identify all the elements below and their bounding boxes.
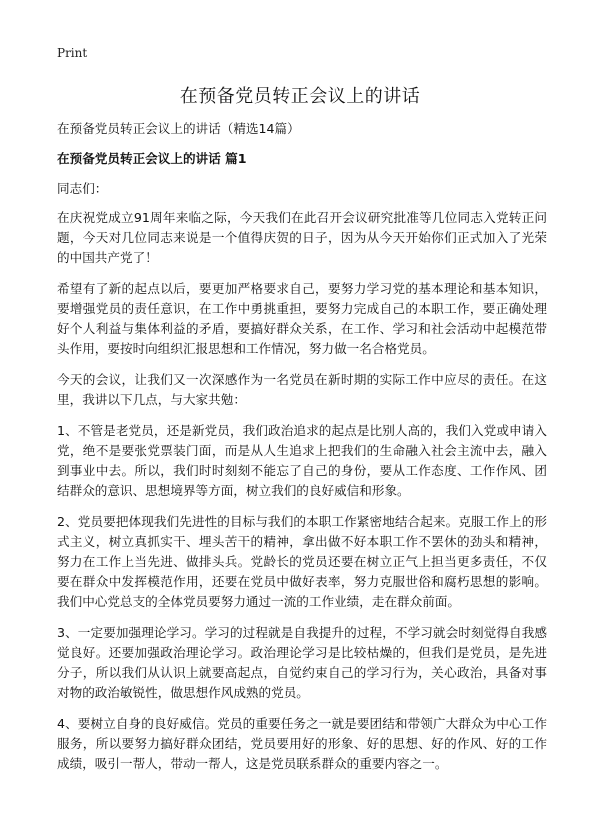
print-link[interactable]: Print: [57, 46, 88, 60]
paragraph-intro: 在庆祝党成立91周年来临之际，今天我们在此召开会议研究批准等几位同志入党转正问题，今天对几位同志来说是一个值得庆贺的日子，因为从今天开始你们正式加入了光荣的中国共产党了！: [57, 210, 547, 265]
document-subtitle: 在预备党员转正会议上的讲话（精选14篇）: [57, 121, 300, 136]
salutation: 同志们：: [57, 181, 108, 196]
paragraph-point-4: 4、要树立自身的良好威信。党员的重要任务之一就是要团结和带领广大群众为中心工作服务，所以要努力搞好群众团结，党员要用好的形象、好的思想、好的作风、好的工作成绩，吸引一帮人，带动一帮人，这是党员联系群众的重要内容之一。: [57, 716, 547, 771]
document-body: [57, 119, 547, 785]
paragraph-expectations: 希望有了新的起点以后，要更加严格要求自己，要努力学习党的基本理论和基本知识，要增强党员的责任意识，在工作中勇挑重担，要努力完成自己的本职工作，要正确处理好个人利益与集体利益的矛盾，要搞好群众关系，在工作、学习和社会活动中起模范带头作用，要按时向组织汇报思想和工作情况，努力做一名合格党员。: [57, 281, 547, 356]
section-heading: 在预备党员转正会议上的讲话 篇1: [57, 151, 247, 166]
page-title: 在预备党员转正会议上的讲话: [179, 86, 421, 107]
paragraph-point-2: 2、党员要把体现我们先进性的目标与我们的本职工作紧密地结合起来。克服工作上的形式主义，树立真抓实干、埋头苦干的精神，拿出做不好本职工作不罢休的劲头和精神，努力在工作上当先进、做排头兵。党龄长的党员还要在树立正气上担当更多责任，不仅要在群众中发挥模范作用，还要在党员中做好表率，努力克服世俗和腐朽思想的影响。我们中心党总支的全体党员要努力通过一流的工作业绩，走在群众前面。: [57, 514, 547, 609]
paragraph-transition: 今天的会议，让我们又一次深感作为一名党员在新时期的实际工作中应尽的责任。在这里，我讲以下几点，与大家共勉：: [57, 372, 547, 407]
paragraph-point-3: 3、一定要加强理论学习。学习的过程就是自我提升的过程，不学习就会时刻觉得自我感觉良好。还要加强政治理论学习。政治理论学习是比较枯燥的，但我们是党员，是先进分子，所以我们从认识上就要高起点，自觉约束自己的学习行为，关心政治，具备对事对物的政治敏锐性，做思想作风成熟的党员。: [57, 625, 547, 700]
paragraph-point-1: 1、不管是老党员，还是新党员，我们政治追求的起点是比别人高的，我们入党或申请入党，绝不是要张党票装门面，而是从人生追求上把我们的生命融入社会主流中去，融入到事业中去。所以，我们时时刻刻不能忘了自己的身份，要从工作态度、工作作风、团结群众的意识、思想境界等方面，树立我们的良好威信和形象。: [57, 423, 547, 498]
